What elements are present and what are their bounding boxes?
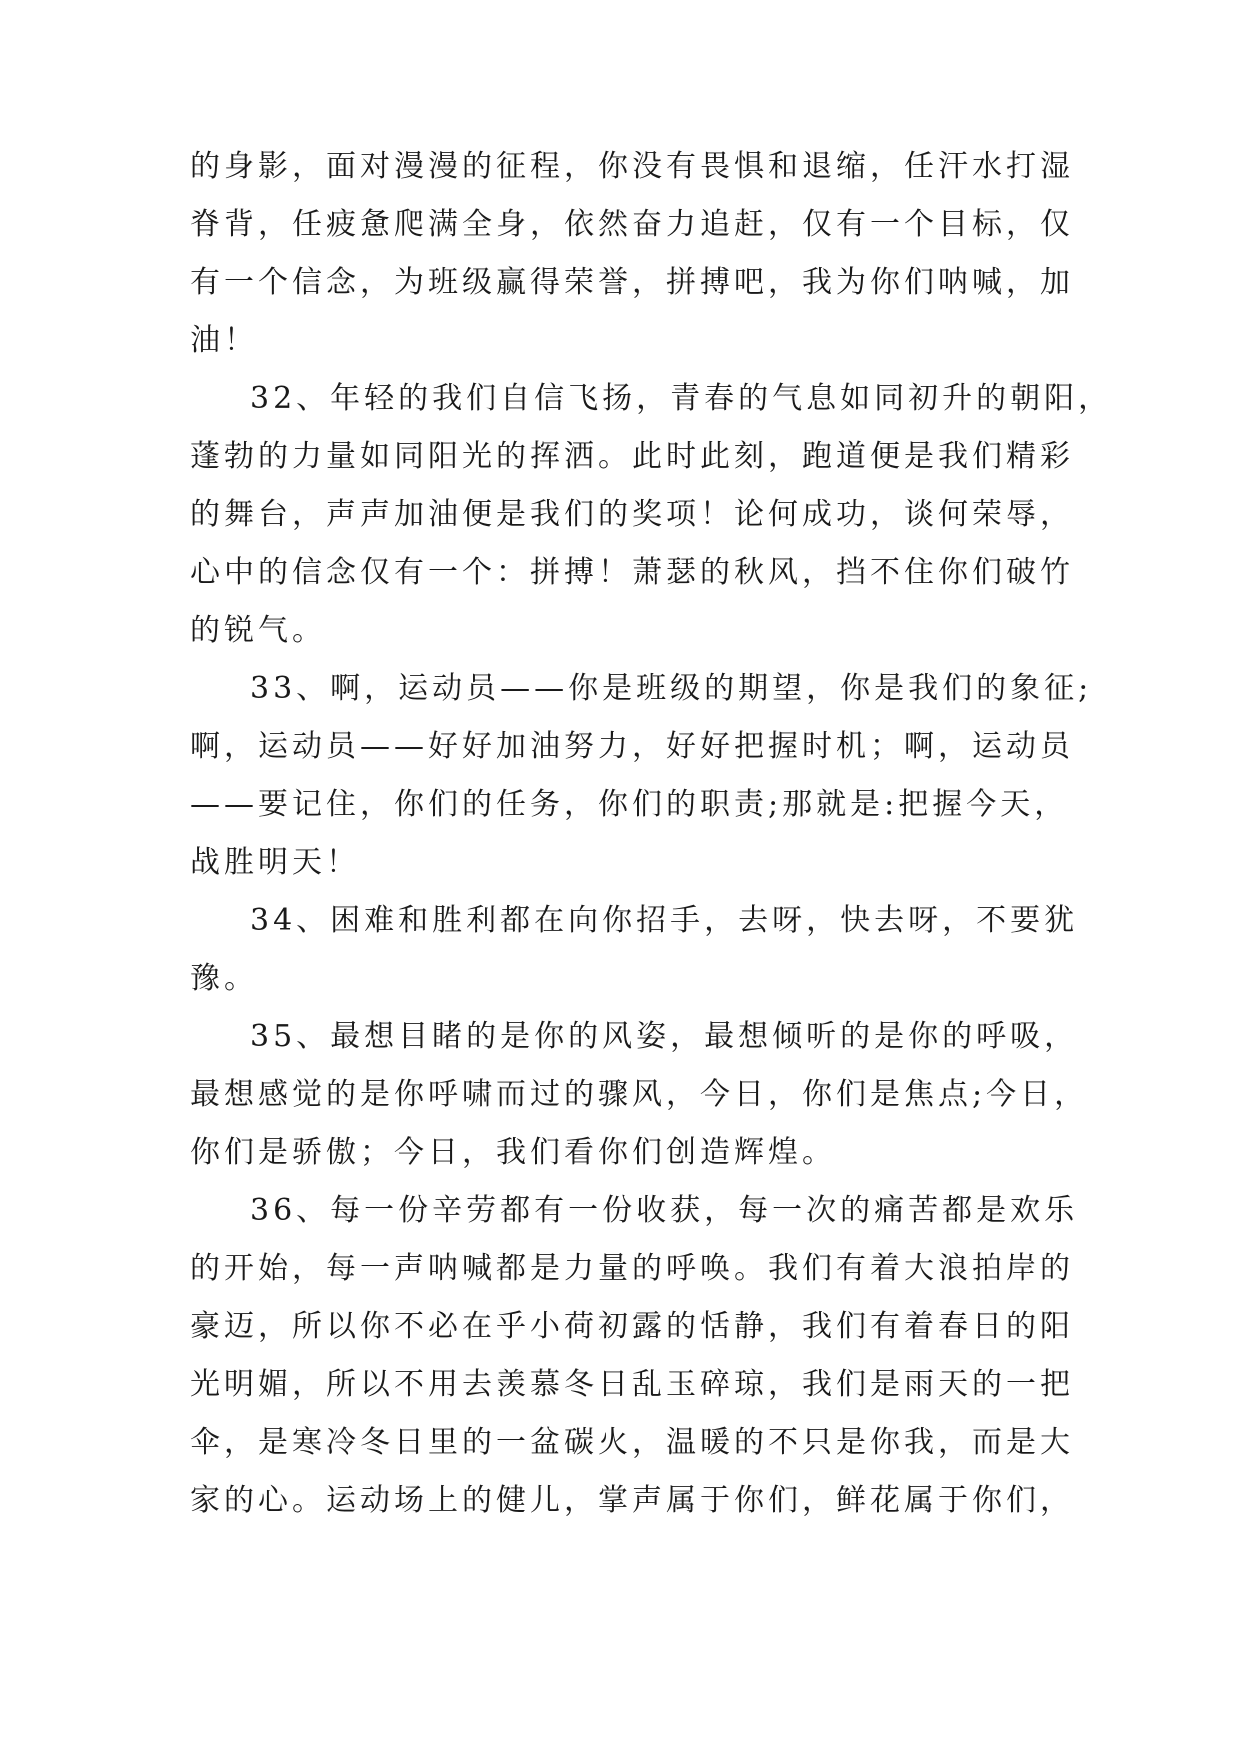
text-line: 脊背，任疲惫爬满全身，依然奋力追赶，仅有一个目标，仅: [190, 207, 1074, 242]
text-line: 有一个信念，为班级赢得荣誉，拼搏吧，我为你们呐喊，加: [190, 265, 1074, 300]
text-line: 伞，是寒冷冬日里的一盆碳火，温暖的不只是你我，而是大: [190, 1425, 1074, 1460]
text-line: 心中的信念仅有一个：拼搏！萧瑟的秋风，挡不住你们破竹: [190, 555, 1074, 590]
text-line: 的舞台，声声加油便是我们的奖项！论何成功，谈何荣辱，: [190, 497, 1074, 532]
text-line: 光明媚，所以不用去羡慕冬日乱玉碎琼，我们是雨天的一把: [190, 1367, 1074, 1402]
text-line: 的开始，每一声呐喊都是力量的呼唤。我们有着大浪拍岸的: [190, 1251, 1074, 1286]
paragraph-36-first-line: 36、每一份辛劳都有一份收获，每一次的痛苦都是欢乐: [250, 1193, 1079, 1228]
text-line: 蓬勃的力量如同阳光的挥洒。此时此刻，跑道便是我们精彩: [190, 439, 1074, 474]
paragraph-32-first-line: 32、年轻的我们自信飞扬，青春的气息如同初升的朝阳，: [250, 381, 1113, 416]
text-line: 啊，运动员——好好加油努力，好好把握时机；啊，运动员: [190, 729, 1074, 764]
text-line: 的身影，面对漫漫的征程，你没有畏惧和退缩，任汗水打湿: [190, 149, 1074, 184]
text-line: 油！: [190, 323, 258, 358]
text-line: 家的心。运动场上的健儿，掌声属于你们，鲜花属于你们，: [190, 1483, 1074, 1518]
text-line: ——要记住，你们的任务，你们的职责;那就是:把握今天，: [190, 787, 1069, 822]
paragraph-35-first-line: 35、最想目睹的是你的风姿，最想倾听的是你的呼吸，: [250, 1019, 1079, 1054]
text-line: 豫。: [190, 961, 258, 996]
text-line: 豪迈，所以你不必在乎小荷初露的恬静，我们有着春日的阳: [190, 1309, 1074, 1344]
paragraph-33-first-line: 33、啊，运动员——你是班级的期望，你是我们的象征;: [250, 671, 1093, 706]
text-line: 的锐气。: [190, 613, 326, 648]
paragraph-34-first-line: 34、困难和胜利都在向你招手，去呀，快去呀，不要犹: [250, 903, 1079, 938]
text-line: 最想感觉的是你呼啸而过的骤风，今日，你们是焦点;今日，: [190, 1077, 1089, 1112]
text-line: 你们是骄傲；今日，我们看你们创造辉煌。: [190, 1135, 836, 1170]
text-line: 战胜明天！: [190, 845, 360, 880]
